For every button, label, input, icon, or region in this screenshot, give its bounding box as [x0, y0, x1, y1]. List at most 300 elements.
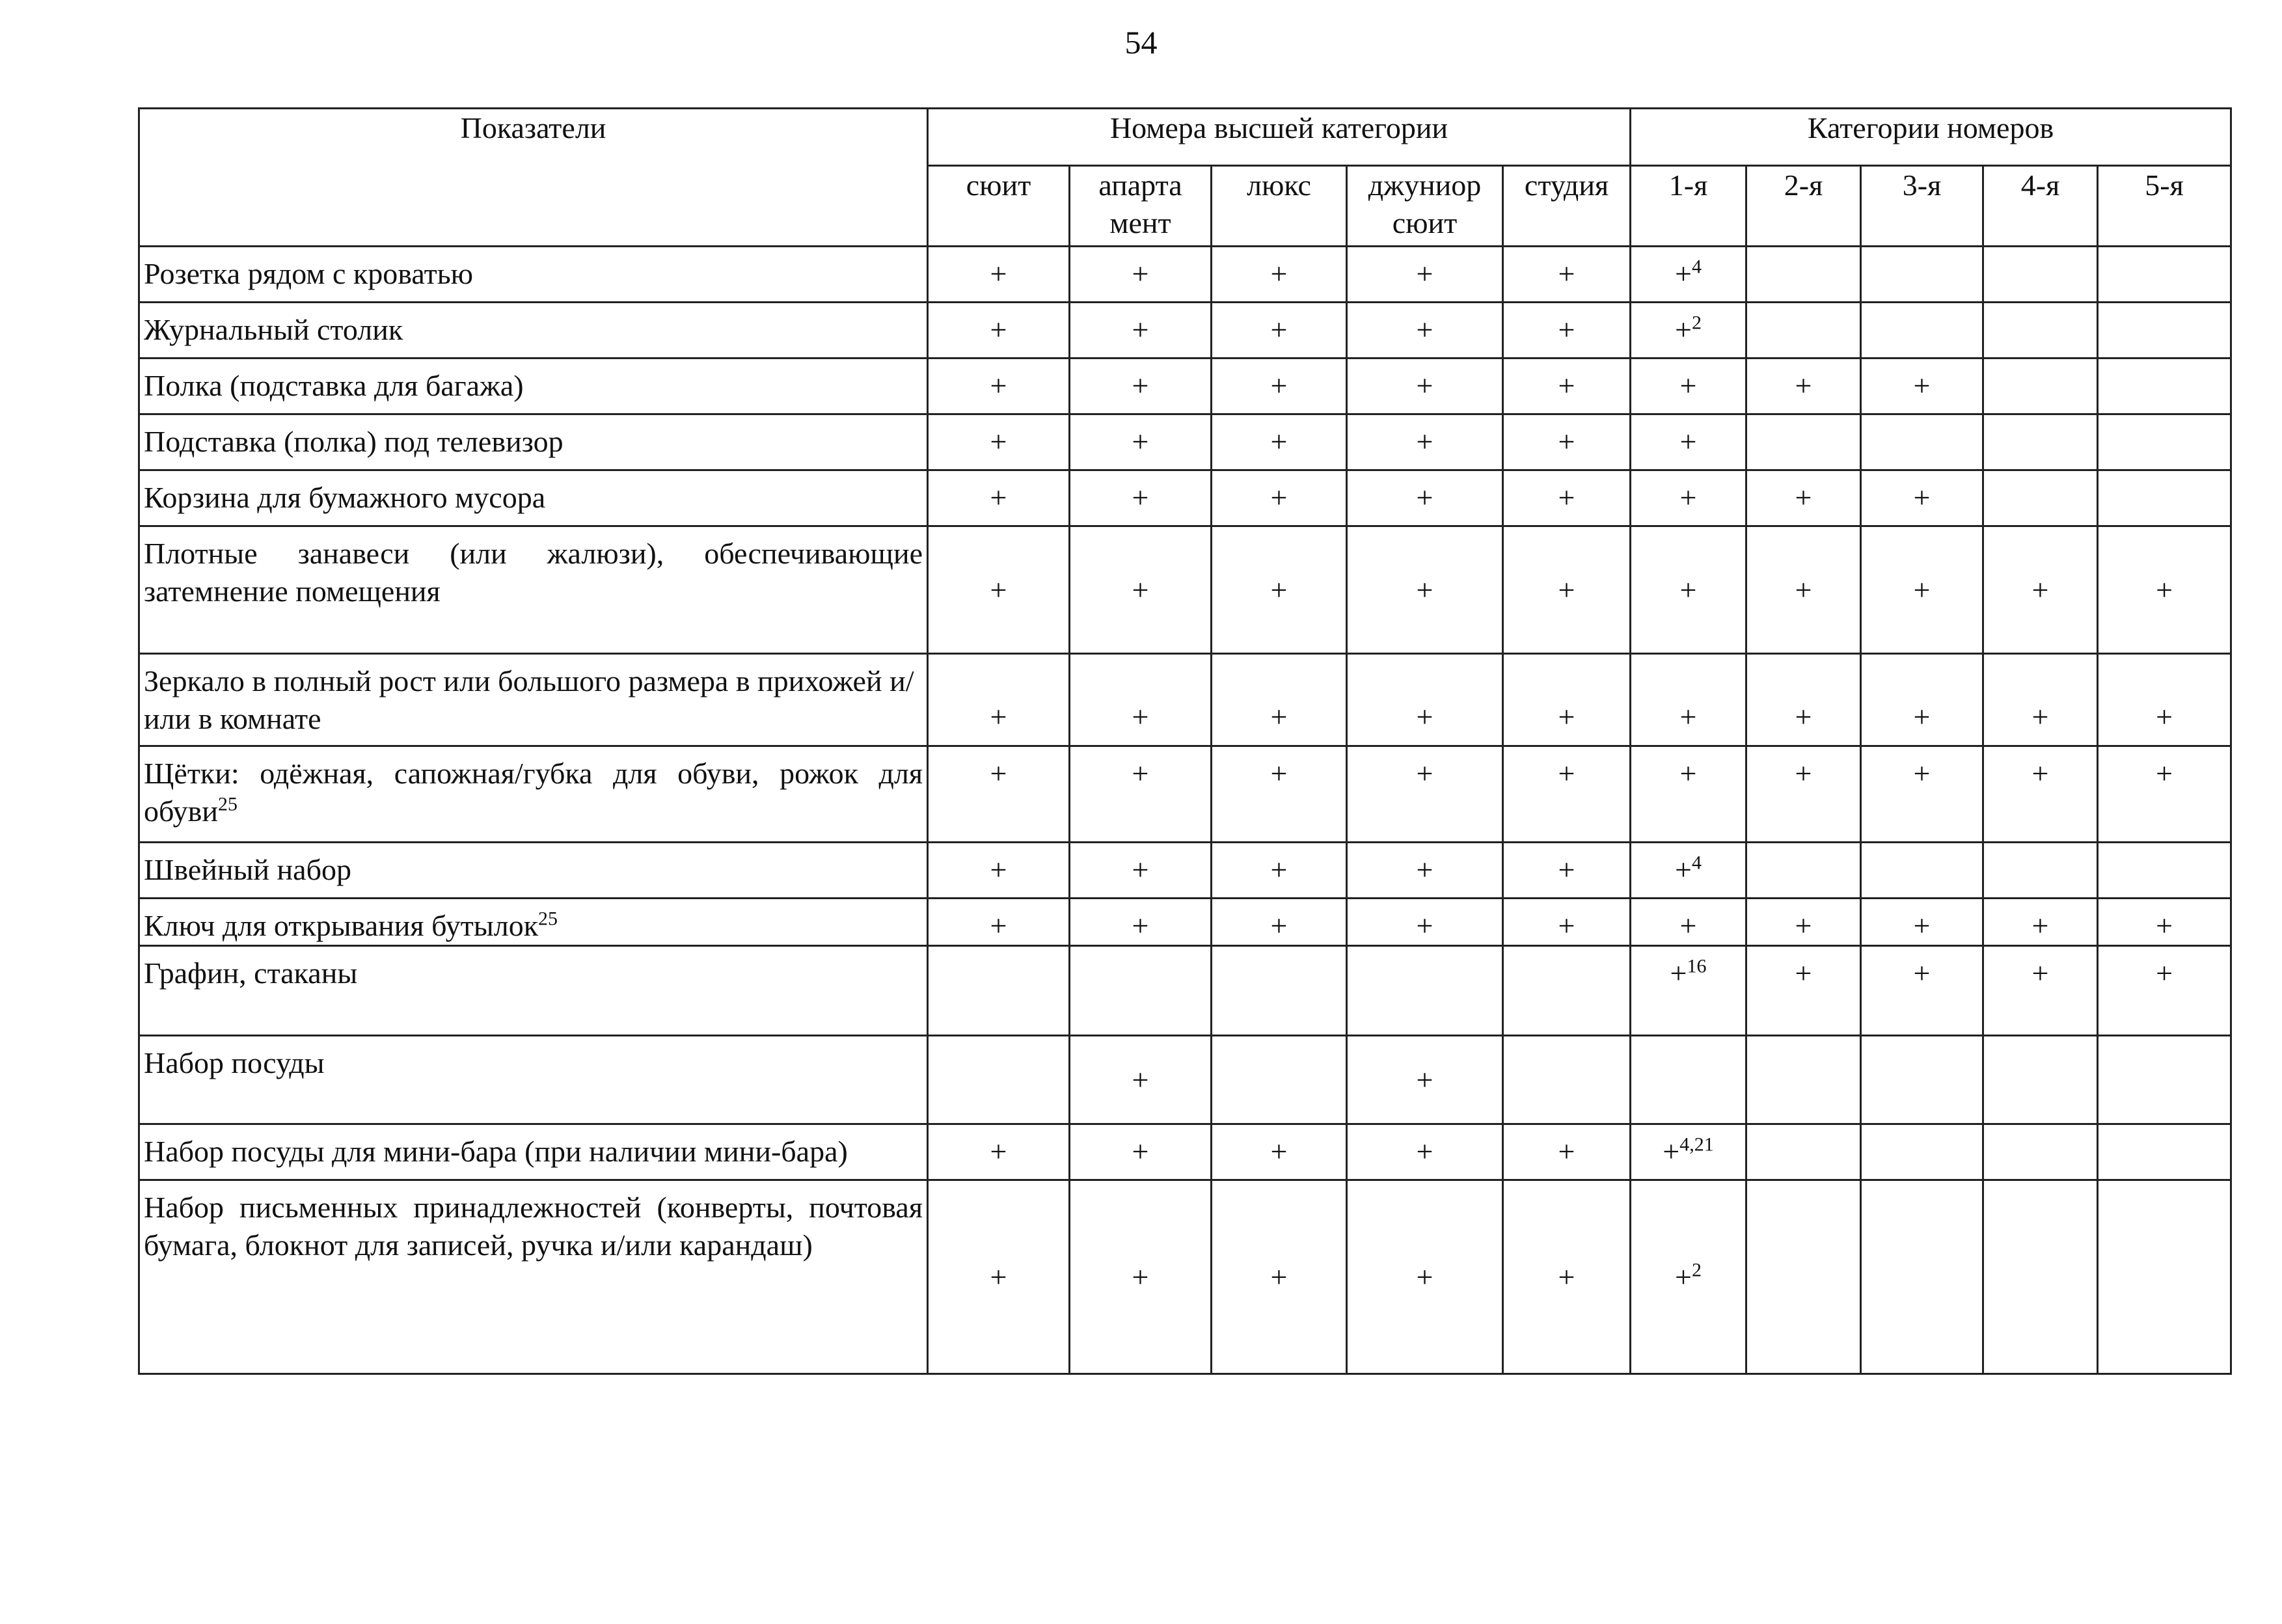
- row-mark-cell: [1347, 526, 1503, 654]
- row-mark-cell: [1983, 359, 2098, 414]
- presence-mark: +: [1270, 313, 1288, 346]
- presence-mark: +: [990, 853, 1007, 886]
- row-indicator-text: Корзина для бумажного мусора: [144, 481, 546, 514]
- row-mark-cell: [1212, 1180, 1347, 1374]
- row-mark-cell: [1631, 359, 1746, 414]
- presence-mark: +: [2031, 909, 2049, 942]
- presence-mark: +: [1663, 1135, 1680, 1168]
- row-mark-cell: [1631, 414, 1746, 470]
- row-indicator-text: Набор письменных принадлежностей (конверты, почтовая бумага, блокнот для записей, ручка и/или карандаш): [144, 1191, 923, 1262]
- row-mark-cell: [1983, 526, 2098, 654]
- row-mark-cell: [1070, 1180, 1212, 1374]
- row-mark-cell: [1983, 303, 2098, 359]
- row-mark-cell: [1347, 899, 1503, 946]
- presence-mark: +: [990, 481, 1007, 514]
- row-mark-cell: [928, 247, 1070, 303]
- presence-mark: +: [1670, 956, 1687, 990]
- row-mark-cell: [928, 526, 1070, 654]
- row-mark-cell: [1503, 359, 1631, 414]
- row-mark-cell: [1070, 746, 1212, 843]
- presence-mark: +: [1270, 909, 1288, 942]
- row-mark-cell: [1503, 303, 1631, 359]
- row-mark-cell: [1212, 414, 1347, 470]
- row-mark-cell: [1861, 526, 1983, 654]
- presence-mark: +: [990, 757, 1007, 790]
- row-indicator: [139, 899, 928, 946]
- row-mark-cell: [1070, 470, 1212, 526]
- row-indicator-text: Плотные занавеси (или жалюзи), обеспечивающие затемнение помещения: [144, 537, 923, 608]
- row-mark-cell: [1631, 470, 1746, 526]
- row-mark-cell: [1347, 946, 1503, 1036]
- presence-mark: +: [1679, 425, 1697, 458]
- presence-mark: +: [2156, 573, 2173, 606]
- row-mark-cell: [1861, 946, 1983, 1036]
- presence-mark: +: [1416, 369, 1433, 402]
- row-indicator: [139, 414, 928, 470]
- row-indicator: [139, 359, 928, 414]
- row-mark-cell: [1212, 247, 1347, 303]
- presence-mark: +: [2031, 757, 2049, 790]
- row-indicator: [139, 247, 928, 303]
- row-mark-cell: [2098, 899, 2231, 946]
- presence-mark: +: [1416, 257, 1433, 290]
- presence-mark: +: [1558, 573, 1575, 606]
- row-mark-cell: [2098, 303, 2231, 359]
- presence-mark: +: [1913, 369, 1931, 402]
- row-mark-cell: [1212, 1124, 1347, 1180]
- row-indicator: [139, 746, 928, 843]
- presence-mark: +: [1416, 757, 1433, 790]
- row-mark-cell: [1631, 526, 1746, 654]
- row-mark-cell: [1212, 746, 1347, 843]
- row-indicator-text: Набор посуды для мини-бара (при наличии мини-бара): [144, 1135, 848, 1168]
- row-indicator-text: Полка (подставка для багажа): [144, 369, 524, 402]
- row-mark-cell: [1631, 946, 1746, 1036]
- row-indicator: [139, 843, 928, 899]
- row-mark-cell: [1212, 526, 1347, 654]
- presence-mark: +: [990, 1260, 1007, 1293]
- row-mark-cell: [1503, 946, 1631, 1036]
- presence-mark: +: [1913, 956, 1931, 990]
- presence-mark: +: [1416, 1062, 1433, 1096]
- row-mark-cell: [1503, 654, 1631, 746]
- row-indicator-text: Набор посуды: [144, 1046, 325, 1079]
- presence-mark: +: [1679, 757, 1697, 790]
- row-mark-cell: [1861, 1036, 1983, 1124]
- presence-mark: +: [1558, 369, 1575, 402]
- row-mark-cell: [2098, 843, 2231, 899]
- row-mark-cell: [1503, 414, 1631, 470]
- row-mark-cell: [1746, 359, 1861, 414]
- row-mark-cell: [1983, 414, 2098, 470]
- row-mark-cell: [2098, 414, 2231, 470]
- row-mark-cell: [1983, 1180, 2098, 1374]
- table-row: [139, 946, 2231, 1036]
- table-row: [139, 1124, 2231, 1180]
- row-mark-cell: [1861, 1124, 1983, 1180]
- row-mark-cell: [1347, 746, 1503, 843]
- presence-mark: +: [1679, 369, 1697, 402]
- row-mark-cell: [1347, 359, 1503, 414]
- row-mark-cell: [1746, 247, 1861, 303]
- row-mark-cell: [1070, 526, 1212, 654]
- page-number: 54: [1124, 24, 1158, 61]
- row-mark-cell: [1746, 654, 1861, 746]
- presence-mark: +: [1132, 1062, 1149, 1096]
- column-header: джуниор сюит: [1347, 166, 1503, 247]
- row-mark-cell: [1861, 247, 1983, 303]
- presence-mark: +: [1132, 425, 1149, 458]
- row-mark-cell: [928, 654, 1070, 746]
- row-mark-cell: [1861, 899, 1983, 946]
- row-mark-cell: [1347, 1180, 1503, 1374]
- table-row: [139, 843, 2231, 899]
- row-mark-cell: [1212, 470, 1347, 526]
- presence-mark: +: [1913, 909, 1931, 942]
- presence-mark: +: [1132, 1260, 1149, 1293]
- presence-mark: +: [1270, 700, 1288, 733]
- presence-mark: +: [1679, 700, 1697, 733]
- row-mark-cell: [1861, 470, 1983, 526]
- row-mark-cell: [1983, 1124, 2098, 1180]
- presence-mark: +: [1132, 909, 1149, 942]
- row-mark-cell: [1631, 654, 1746, 746]
- presence-mark: +: [1913, 757, 1931, 790]
- row-mark-cell: [1983, 654, 2098, 746]
- row-mark-cell: [928, 899, 1070, 946]
- row-indicator-text: Журнальный столик: [144, 313, 403, 346]
- row-indicator-text: Розетка рядом с кроватью: [144, 257, 474, 290]
- row-mark-cell: [1983, 746, 2098, 843]
- presence-mark: +: [1795, 757, 1812, 790]
- row-mark-cell: [928, 414, 1070, 470]
- row-mark-cell: [1212, 654, 1347, 746]
- presence-mark: +: [1132, 313, 1149, 346]
- row-mark-cell: [1347, 247, 1503, 303]
- row-mark-cell: [1746, 1124, 1861, 1180]
- row-mark-cell: [1746, 1036, 1861, 1124]
- row-mark-cell: [1983, 1036, 2098, 1124]
- header-row-groups: [139, 109, 2231, 166]
- row-mark-cell: [1746, 303, 1861, 359]
- presence-mark: +: [1558, 1135, 1575, 1168]
- presence-mark: +: [1132, 853, 1149, 886]
- row-mark-cell: [1347, 654, 1503, 746]
- presence-mark: +: [990, 425, 1007, 458]
- row-indicator: [139, 946, 928, 1036]
- row-mark-cell: [928, 470, 1070, 526]
- row-mark-cell: [1746, 1180, 1861, 1374]
- table-row: [139, 303, 2231, 359]
- row-mark-cell: [1503, 843, 1631, 899]
- presence-mark: +: [2156, 700, 2173, 733]
- header-group-categories: Категории номеров: [1631, 109, 2231, 166]
- presence-mark: +: [1913, 700, 1931, 733]
- presence-mark: +: [1679, 909, 1697, 942]
- row-mark-cell: [1070, 1124, 1212, 1180]
- footnote-ref: 25: [218, 793, 238, 815]
- row-mark-cell: [2098, 1180, 2231, 1374]
- presence-mark: +: [1675, 853, 1692, 886]
- row-mark-cell: [1746, 899, 1861, 946]
- footnote-ref: 4: [1692, 852, 1702, 874]
- presence-mark: +: [1558, 1260, 1575, 1293]
- row-mark-cell: [1503, 1124, 1631, 1180]
- row-mark-cell: [1631, 1124, 1746, 1180]
- column-header: студия: [1503, 166, 1631, 247]
- row-mark-cell: [1212, 1036, 1347, 1124]
- presence-mark: +: [2156, 757, 2173, 790]
- row-mark-cell: [1503, 1180, 1631, 1374]
- table-row: [139, 899, 2231, 946]
- row-mark-cell: [1983, 899, 2098, 946]
- row-indicator-text: Подставка (полка) под телевизор: [144, 425, 564, 458]
- row-mark-cell: [1347, 303, 1503, 359]
- presence-mark: +: [1795, 909, 1812, 942]
- row-mark-cell: [1347, 414, 1503, 470]
- row-indicator-text: Зеркало в полный рост или большого размера в прихожей и/или в комнате: [144, 664, 914, 735]
- header-indicators: Показатели: [139, 109, 928, 247]
- row-mark-cell: [1212, 843, 1347, 899]
- row-mark-cell: [1503, 526, 1631, 654]
- row-mark-cell: [1347, 1124, 1503, 1180]
- row-mark-cell: [928, 746, 1070, 843]
- table-row: [139, 1036, 2231, 1124]
- row-indicator-text: Графин, стаканы: [144, 956, 358, 990]
- row-mark-cell: [1746, 843, 1861, 899]
- row-mark-cell: [1983, 470, 2098, 526]
- row-mark-cell: [1503, 247, 1631, 303]
- presence-mark: +: [1270, 757, 1288, 790]
- row-mark-cell: [1861, 654, 1983, 746]
- table-row: [139, 1180, 2231, 1374]
- row-mark-cell: [1212, 946, 1347, 1036]
- column-header: 3-я: [1861, 166, 1983, 247]
- row-mark-cell: [1212, 303, 1347, 359]
- footnote-ref: 2: [1692, 1259, 1702, 1281]
- row-indicator: [139, 1036, 928, 1124]
- row-mark-cell: [1503, 746, 1631, 843]
- presence-mark: +: [2031, 700, 2049, 733]
- presence-mark: +: [1558, 853, 1575, 886]
- presence-mark: +: [990, 700, 1007, 733]
- row-mark-cell: [928, 843, 1070, 899]
- table-row: [139, 526, 2231, 654]
- presence-mark: +: [990, 573, 1007, 606]
- presence-mark: +: [1132, 757, 1149, 790]
- presence-mark: +: [1416, 853, 1433, 886]
- table-row: [139, 414, 2231, 470]
- row-mark-cell: [928, 1124, 1070, 1180]
- presence-mark: +: [2031, 956, 2049, 990]
- presence-mark: +: [990, 1135, 1007, 1168]
- row-mark-cell: [1070, 303, 1212, 359]
- presence-mark: +: [1795, 956, 1812, 990]
- presence-mark: +: [2031, 573, 2049, 606]
- row-mark-cell: [1212, 899, 1347, 946]
- row-mark-cell: [1631, 843, 1746, 899]
- presence-mark: +: [1270, 481, 1288, 514]
- presence-mark: +: [990, 909, 1007, 942]
- row-mark-cell: [1746, 746, 1861, 843]
- row-mark-cell: [1347, 1036, 1503, 1124]
- column-header: 2-я: [1746, 166, 1861, 247]
- presence-mark: +: [1558, 700, 1575, 733]
- row-mark-cell: [2098, 526, 2231, 654]
- row-mark-cell: [1070, 414, 1212, 470]
- row-mark-cell: [1983, 946, 2098, 1036]
- presence-mark: +: [1416, 425, 1433, 458]
- row-mark-cell: [1070, 359, 1212, 414]
- presence-mark: +: [1132, 481, 1149, 514]
- presence-mark: +: [1679, 481, 1697, 514]
- row-mark-cell: [1070, 843, 1212, 899]
- presence-mark: +: [1132, 700, 1149, 733]
- row-mark-cell: [928, 1036, 1070, 1124]
- presence-mark: +: [1416, 909, 1433, 942]
- row-mark-cell: [1861, 843, 1983, 899]
- presence-mark: +: [1913, 573, 1931, 606]
- presence-mark: +: [1270, 573, 1288, 606]
- row-mark-cell: [1746, 470, 1861, 526]
- row-indicator: [139, 654, 928, 746]
- column-header: 1-я: [1631, 166, 1746, 247]
- row-mark-cell: [1746, 526, 1861, 654]
- column-header: 4-я: [1983, 166, 2098, 247]
- row-mark-cell: [1070, 946, 1212, 1036]
- row-mark-cell: [1861, 414, 1983, 470]
- equipment-table: [138, 107, 2232, 1375]
- row-mark-cell: [1503, 899, 1631, 946]
- footnote-ref: 2: [1692, 312, 1702, 334]
- table-row: [139, 470, 2231, 526]
- row-mark-cell: [2098, 746, 2231, 843]
- row-mark-cell: [1631, 1180, 1746, 1374]
- presence-mark: +: [1675, 1260, 1692, 1293]
- presence-mark: +: [1416, 573, 1433, 606]
- header-group-high: Номера высшей категории: [928, 109, 1631, 166]
- row-mark-cell: [1983, 843, 2098, 899]
- presence-mark: +: [1270, 1260, 1288, 1293]
- footnote-ref: 16: [1687, 955, 1707, 977]
- presence-mark: +: [1270, 853, 1288, 886]
- row-mark-cell: [928, 946, 1070, 1036]
- presence-mark: +: [1558, 481, 1575, 514]
- row-mark-cell: [2098, 654, 2231, 746]
- row-mark-cell: [1631, 247, 1746, 303]
- row-mark-cell: [1070, 247, 1212, 303]
- row-mark-cell: [2098, 470, 2231, 526]
- presence-mark: +: [1558, 257, 1575, 290]
- presence-mark: +: [1913, 481, 1931, 514]
- presence-mark: +: [990, 313, 1007, 346]
- presence-mark: +: [1558, 909, 1575, 942]
- table-row: [139, 247, 2231, 303]
- row-mark-cell: [928, 1180, 1070, 1374]
- presence-mark: +: [1132, 257, 1149, 290]
- row-mark-cell: [2098, 1124, 2231, 1180]
- presence-mark: +: [1416, 313, 1433, 346]
- row-mark-cell: [1861, 359, 1983, 414]
- presence-mark: +: [1558, 425, 1575, 458]
- presence-mark: +: [1675, 313, 1692, 346]
- presence-mark: +: [1558, 313, 1575, 346]
- row-mark-cell: [1070, 1036, 1212, 1124]
- presence-mark: +: [1416, 700, 1433, 733]
- presence-mark: +: [990, 369, 1007, 402]
- row-mark-cell: [1861, 1180, 1983, 1374]
- presence-mark: +: [1270, 1135, 1288, 1168]
- presence-mark: +: [1132, 369, 1149, 402]
- row-mark-cell: [2098, 359, 2231, 414]
- column-header: 5-я: [2098, 166, 2231, 247]
- presence-mark: +: [1416, 481, 1433, 514]
- row-mark-cell: [1861, 746, 1983, 843]
- presence-mark: +: [1795, 369, 1812, 402]
- presence-mark: +: [990, 257, 1007, 290]
- row-mark-cell: [1746, 414, 1861, 470]
- row-indicator: [139, 1124, 928, 1180]
- presence-mark: +: [1132, 1135, 1149, 1168]
- column-header: апарта мент: [1070, 166, 1212, 247]
- row-mark-cell: [928, 303, 1070, 359]
- table-row: [139, 654, 2231, 746]
- row-mark-cell: [1503, 1036, 1631, 1124]
- presence-mark: +: [1416, 1135, 1433, 1168]
- table-row: [139, 746, 2231, 843]
- presence-mark: +: [1558, 757, 1575, 790]
- presence-mark: +: [1679, 573, 1697, 606]
- row-indicator: [139, 303, 928, 359]
- footnote-ref: 25: [538, 908, 558, 930]
- row-indicator: [139, 1180, 928, 1374]
- row-indicator: [139, 470, 928, 526]
- row-mark-cell: [1070, 899, 1212, 946]
- row-mark-cell: [2098, 247, 2231, 303]
- footnote-ref: 4: [1692, 256, 1702, 278]
- presence-mark: +: [1795, 573, 1812, 606]
- row-mark-cell: [928, 359, 1070, 414]
- row-mark-cell: [1746, 946, 1861, 1036]
- presence-mark: +: [1132, 573, 1149, 606]
- row-mark-cell: [1347, 470, 1503, 526]
- footnote-ref: 4,21: [1679, 1133, 1714, 1156]
- row-mark-cell: [1983, 247, 2098, 303]
- row-mark-cell: [1503, 470, 1631, 526]
- row-mark-cell: [1631, 303, 1746, 359]
- row-mark-cell: [2098, 1036, 2231, 1124]
- table-row: [139, 359, 2231, 414]
- presence-mark: +: [1416, 1260, 1433, 1293]
- row-mark-cell: [1347, 843, 1503, 899]
- presence-mark: +: [1270, 425, 1288, 458]
- row-indicator-text: Ключ для открывания бутылок: [144, 909, 539, 942]
- presence-mark: +: [1270, 257, 1288, 290]
- row-indicator: [139, 526, 928, 654]
- row-mark-cell: [1631, 899, 1746, 946]
- column-header: сюит: [928, 166, 1070, 247]
- presence-mark: +: [1675, 257, 1692, 290]
- row-mark-cell: [1070, 654, 1212, 746]
- row-indicator-text: Швейный набор: [144, 853, 351, 886]
- row-mark-cell: [2098, 946, 2231, 1036]
- column-header: люкс: [1212, 166, 1347, 247]
- presence-mark: +: [2156, 909, 2173, 942]
- row-mark-cell: [1631, 1036, 1746, 1124]
- presence-mark: +: [1795, 700, 1812, 733]
- presence-mark: +: [1795, 481, 1812, 514]
- row-indicator-text: Щётки: одёжная, сапожная/губка для обуви, рожок для обуви: [144, 757, 923, 828]
